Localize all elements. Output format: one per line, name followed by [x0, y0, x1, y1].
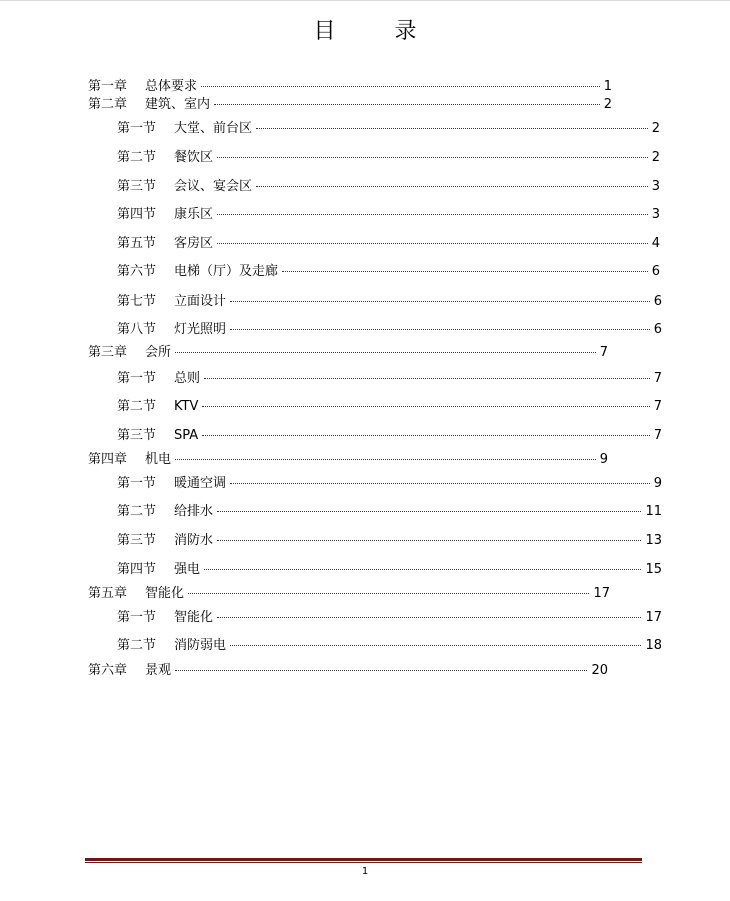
- toc-entry[interactable]: [88, 662, 608, 680]
- toc-entry-number: 第一节: [117, 610, 157, 625]
- toc-entry-title: 会议、宴会区: [174, 179, 253, 194]
- toc-entry-title: 暖通空调: [174, 476, 227, 491]
- toc-entry-page: 2: [651, 150, 660, 165]
- toc-entry-number: 第三节: [117, 179, 157, 194]
- toc-entry-title: 消防弱电: [174, 638, 227, 653]
- toc-entry-page: 3: [651, 207, 660, 222]
- top-border: [0, 0, 730, 1]
- toc-entry-title: 总则: [174, 371, 201, 386]
- toc-entry[interactable]: [117, 609, 662, 627]
- toc-entry-number: 第四章: [88, 452, 128, 467]
- footer-rule: [85, 858, 642, 861]
- dot-leader: [175, 670, 587, 671]
- toc-entry-number: 第五章: [88, 586, 128, 601]
- toc-entry[interactable]: [117, 561, 662, 579]
- dot-leader: [217, 511, 641, 512]
- toc-entry-page: 15: [645, 562, 662, 577]
- toc-entry-title: 消防水: [174, 533, 214, 548]
- dot-leader: [175, 352, 596, 353]
- toc-entry[interactable]: [117, 475, 662, 493]
- toc-entry-page: 2: [651, 121, 660, 136]
- dot-leader: [217, 243, 648, 244]
- toc-entry-number: 第三节: [117, 428, 157, 443]
- dot-leader: [202, 406, 649, 407]
- toc-entry-title: 立面设计: [174, 294, 227, 309]
- toc-entry-page: 7: [599, 345, 608, 360]
- toc-entry[interactable]: [117, 370, 662, 388]
- toc-entry-page: 13: [645, 533, 662, 548]
- toc-entry-number: 第三节: [117, 533, 157, 548]
- dot-leader: [204, 569, 641, 570]
- toc-entry-title: SPA: [174, 428, 199, 443]
- toc-entry-page: 7: [653, 371, 662, 386]
- toc-entry-title: 灯光照明: [174, 322, 227, 337]
- dot-leader: [217, 157, 648, 158]
- toc-entry-page: 3: [651, 179, 660, 194]
- toc-entry[interactable]: [117, 235, 660, 253]
- toc-entry[interactable]: [88, 344, 608, 362]
- toc-entry[interactable]: [117, 293, 662, 311]
- dot-leader: [217, 214, 648, 215]
- dot-leader: [201, 86, 600, 87]
- toc-entry[interactable]: [117, 178, 660, 196]
- toc-entry-number: 第二节: [117, 504, 157, 519]
- toc-entry-title: 强电: [174, 562, 201, 577]
- toc-entry[interactable]: [117, 637, 662, 655]
- toc-entry-title: 大堂、前台区: [174, 121, 253, 136]
- toc-entry-page: 11: [645, 504, 662, 519]
- toc-entry-number: 第一节: [117, 371, 157, 386]
- toc-entry-number: 第六节: [117, 264, 157, 279]
- toc-entry-number: 第五节: [117, 236, 157, 251]
- toc-entry[interactable]: [117, 149, 660, 167]
- toc-entry[interactable]: [117, 263, 660, 281]
- toc-entry[interactable]: [117, 532, 662, 550]
- toc-entry-page: 9: [599, 452, 608, 467]
- toc-entry[interactable]: [117, 398, 662, 416]
- dot-leader: [202, 435, 650, 436]
- toc-entry-page: 17: [593, 586, 610, 601]
- dot-leader: [256, 186, 648, 187]
- toc-entry-page: 18: [645, 638, 662, 653]
- dot-leader: [282, 271, 648, 272]
- toc-entry[interactable]: [117, 503, 662, 521]
- dot-leader: [230, 483, 650, 484]
- dot-leader: [214, 104, 600, 105]
- toc-entry-title: 餐饮区: [174, 150, 214, 165]
- toc-entry-title: KTV: [174, 399, 199, 414]
- toc-entry-number: 第二节: [117, 150, 157, 165]
- dot-leader: [230, 645, 641, 646]
- toc-entry-page: 7: [653, 428, 662, 443]
- toc-entry-title: 电梯（厅）及走廊: [174, 264, 279, 279]
- dot-leader: [230, 329, 650, 330]
- toc-entry-number: 第一节: [117, 476, 157, 491]
- toc-entry-number: 第三章: [88, 345, 128, 360]
- toc-entry-number: 第四节: [117, 207, 157, 222]
- toc-entry-title: 机电: [145, 452, 172, 467]
- dot-leader: [256, 128, 648, 129]
- toc-entry-title: 给排水: [174, 504, 214, 519]
- dot-leader: [175, 459, 596, 460]
- dot-leader: [230, 301, 650, 302]
- toc-entry-number: 第二节: [117, 399, 157, 414]
- toc-entry-page: 4: [651, 236, 660, 251]
- toc-entry-title: 总体要求: [145, 79, 198, 94]
- toc-entry-page: 9: [653, 476, 662, 491]
- toc-entry-title: 会所: [145, 345, 172, 360]
- toc-entry-page: 20: [591, 663, 608, 678]
- toc-entry-title: 建筑、室内: [145, 97, 211, 112]
- toc-entry[interactable]: [117, 427, 662, 445]
- toc-entry-number: 第六章: [88, 663, 128, 678]
- toc-entry[interactable]: [117, 120, 660, 138]
- toc-entry-page: 6: [653, 322, 662, 337]
- toc-entry-page: 2: [603, 97, 612, 112]
- toc-entry-number: 第二章: [88, 97, 128, 112]
- toc-entry[interactable]: [117, 206, 660, 224]
- document-title: 目 录: [313, 19, 443, 44]
- toc-entry-number: 第二节: [117, 638, 157, 653]
- toc-entry-title: 智能化: [145, 586, 185, 601]
- toc-entry-title: 客房区: [174, 236, 214, 251]
- toc-entry-page: 6: [651, 264, 660, 279]
- dot-leader: [217, 617, 641, 618]
- dot-leader: [217, 540, 641, 541]
- toc-entry[interactable]: [88, 451, 608, 469]
- footer-rule-thin: [85, 862, 642, 863]
- toc-entry-page: 7: [653, 399, 662, 414]
- toc-entry-number: 第四节: [117, 562, 157, 577]
- toc-entry[interactable]: [88, 96, 612, 114]
- toc-entry-number: 第八节: [117, 322, 157, 337]
- toc-entry[interactable]: [117, 321, 662, 339]
- toc-entry-page: 6: [653, 294, 662, 309]
- toc-entry-number: 第一节: [117, 121, 157, 136]
- toc-entry[interactable]: [88, 585, 610, 603]
- page-number: 1: [361, 866, 369, 877]
- dot-leader: [188, 593, 589, 594]
- toc-entry-number: 第七节: [117, 294, 157, 309]
- toc-entry-page: 17: [645, 610, 662, 625]
- toc-entry[interactable]: [88, 78, 612, 96]
- dot-leader: [204, 378, 650, 379]
- toc-entry-title: 智能化: [174, 610, 214, 625]
- toc-entry-title: 康乐区: [174, 207, 214, 222]
- toc-entry-page: 1: [603, 79, 612, 94]
- toc-entry-number: 第一章: [88, 79, 128, 94]
- toc-entry-title: 景观: [145, 663, 172, 678]
